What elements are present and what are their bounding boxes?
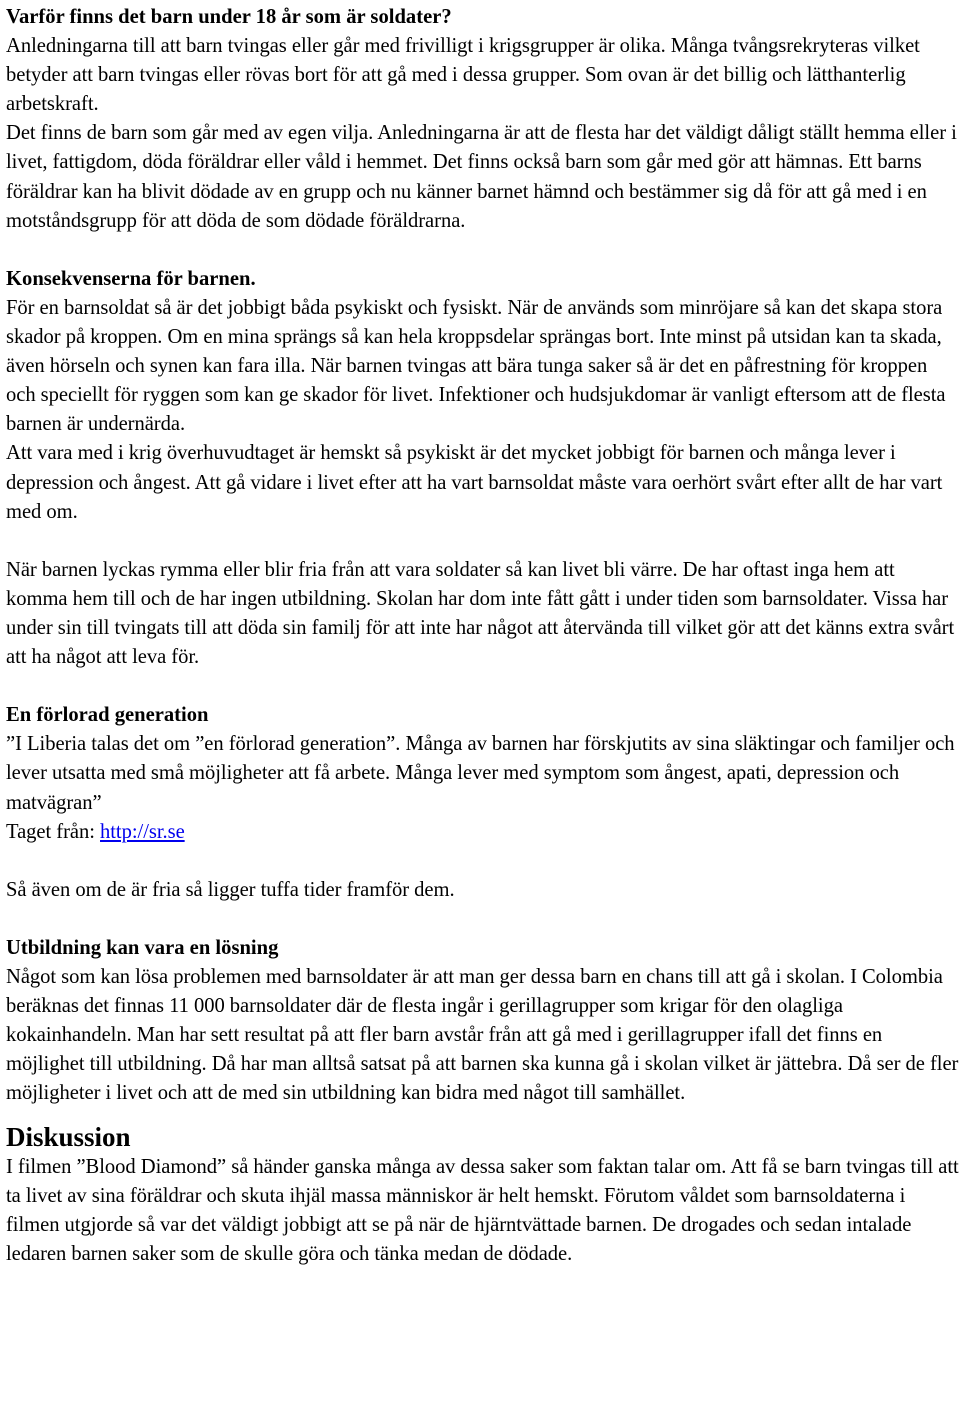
spacer [6, 905, 960, 934]
spacer [6, 847, 960, 876]
heading-discussion: Diskussion [6, 1121, 131, 1152]
paragraph-after-escape: När barnen lyckas rymma eller blir fria från att vara soldater så kan livet bli värre. De har oftast inga hem att komma hem till och de har ingen utbildning. Skolan har dom inte fått gått i under tiden som barnsoldater. Vissa har under sin till tvingats till att döda sin familj för att inte har något att återvända till vilket gör att det känns extra svårt att ha något att leva för. [6, 558, 955, 669]
paragraph-tough-times: Så även om de är fria så ligger tuffa tider framför dem. [6, 878, 455, 901]
paragraph-physical-consequences: För en barnsoldat så är det jobbigt båda psykiskt och fysiskt. När de används som minröjare så kan det skapa stora skador på kroppen. Om en mina sprängs så kan hela kroppsdelar sprängas bort. Inte minst på utsidan kan ta skada, även hörseln och synen kan fara illa. När barnen tvingas att bära tunga saker så är det en påfrestning för kroppen och speciellt för ryggen som kan ge skador för livet. Infektioner och hudsjukdomar är vanligt eftersom att de flesta barnen är undernärda. [6, 296, 946, 436]
source-line [6, 818, 960, 847]
heading-education: Utbildning kan vara en lösning [6, 937, 279, 959]
source-prefix: Taget från: [6, 820, 101, 843]
heading-lost-generation: En förlorad generation [6, 704, 209, 727]
spacer [6, 527, 960, 556]
source-link[interactable]: http://sr.se [100, 820, 185, 843]
heading-child-soldiers-why: Varför finns det barn under 18 år som är soldater? [6, 6, 452, 28]
paragraph-forced-recruitment: Anledningarna till att barn tvingas eller går med frivilligt i krigsgrupper är olika. Många tvångsrekryteras vilket betyder att barn tvingas eller rövas bort för att gå med i dessa grupper. Som ovan är det billig och lätthanterlig arbetskraft. [6, 35, 920, 116]
paragraph-voluntary-joining: Det finns de barn som går med av egen vilja. Anledningarna är att de flesta har det väldigt dåligt ställt hemma eller i livet, fattigdom, döda föräldrar eller våld i hemmet. Det finns också barn som går med gör att hämnas. Ett barns föräldrar kan ha blivit dödade av en grupp och nu känner barnet hämnd och bestämmer sig då för att gå med i en motståndsgrupp för att döda de som dödade föräldrarna. [6, 122, 957, 232]
heading-consequences: Konsekvenserna för barnen. [6, 267, 256, 290]
spacer [6, 672, 960, 701]
paragraph-psychological-consequences: Att vara med i krig överhuvudtaget är hemskt så psykiskt är det mycket jobbigt för barnen och många lever i depression och ångest. Att gå vidare i livet efter att ha vart barnsoldat måste vara oerhört svårt efter allt de har vart med om. [6, 442, 943, 523]
paragraph-education-solution: Något som kan lösa problemen med barnsoldater är att man ger dessa barn en chans till att gå i skolan. I Colombia beräknas det finnas 11 000 barnsoldater där de flesta ingår i gerillagrupper som krigar för den olagliga kokainhandeln. Man har sett resultat på att fler barn avstår från att gå med i gerillagrupper ifall det finns en möjlighet till utbildning. Då har man alltså satsat på att barnen ska kunna gå i skolan vilket är jättebra. Då ser de fler möjligheter i livet och att de med sin utbildning kan bidra med något till samhället. [6, 966, 959, 1105]
quote-liberia: ”I Liberia talas det om ”en förlorad generation”. Många av barnen har förskjutits av sina släktingar och familjer och lever utsatta med små möjligheter att få arbete. Många lever med symptom som ångest, apati, depression och matvägran” [6, 733, 955, 814]
spacer [6, 236, 960, 265]
paragraph-blood-diamond: I filmen ”Blood Diamond” så händer ganska många av dessa saker som faktan talar om. Att få se barn tvingas till att ta livet av sina föräldrar och skuta ihjäl massa människor är helt hemskt. Förutom våldet som barnsoldaterna i filmen utgjorde så var det väldigt jobbigt att se på när de hjärntvättade barnen. De drogades och sedan intalade ledaren barnen saker som de skulle göra och tänka medan de dödade. [6, 1155, 959, 1265]
